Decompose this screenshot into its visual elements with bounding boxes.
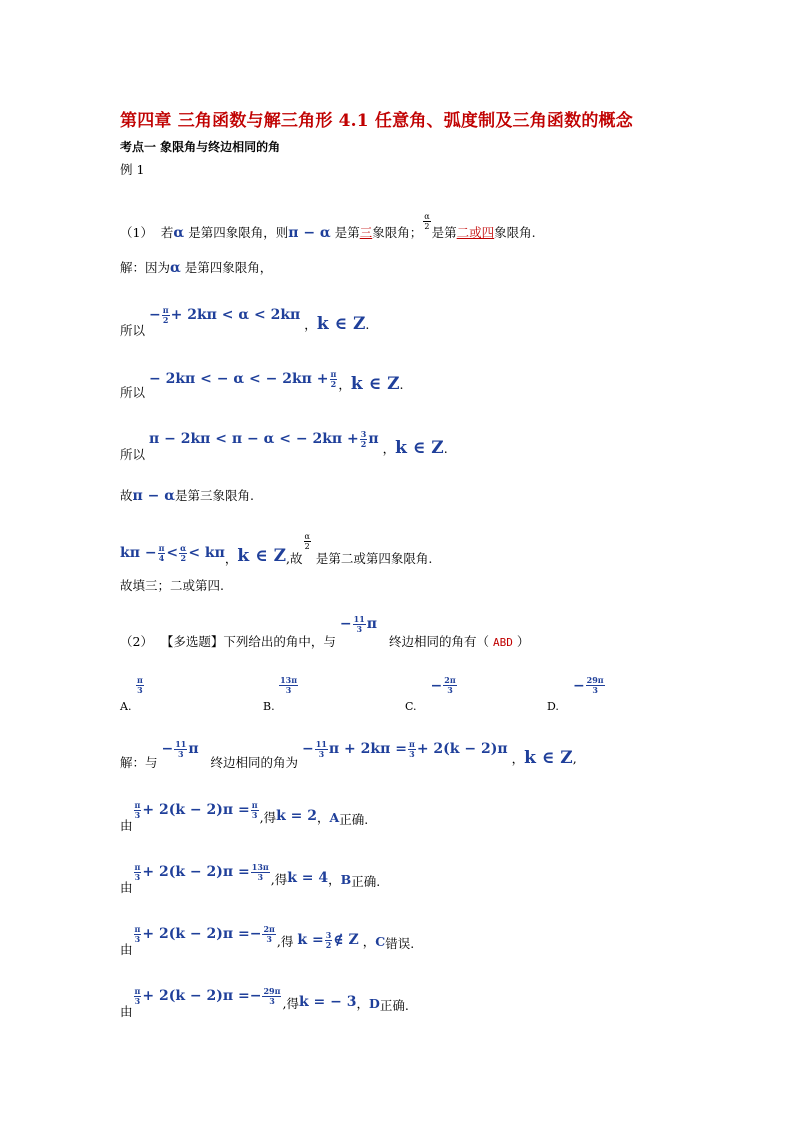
fraction-alpha-half: $\frac{\alpha}{2}$ (424, 212, 430, 231)
solution-1-lead: 解：因为α 是第四象限角， (120, 260, 273, 276)
solution-1-fill: 故填三；二或第四. (120, 578, 224, 593)
solution-1-line-4: 故π − α是第三象限角. (120, 488, 254, 504)
solution-2-lead: 解：与 − $\frac{11}{3}$ π 终边相同的角为 − $\frac{11}{3}$ π + 2kπ = $\frac{\pi}{3}$ + 2(k − 2)π ，k ∈ Z, (120, 738, 577, 770)
blank-answer-1: 三 (359, 225, 373, 240)
option-c[interactable]: C. − $\frac{2\pi}{3}$ (405, 675, 456, 713)
option-b[interactable]: B. $\frac{13\pi}{3}$ (263, 675, 298, 713)
answer-key: ABD (492, 636, 513, 649)
solution-2-row-d: 由 $\frac{\pi}{3}$ + 2(k − 2)π =− $\frac{29\pi}{3}$ ,得k = − 3，D正确. (120, 985, 409, 1019)
solution-2-row-b: 由 $\frac{\pi}{3}$ + 2(k − 2)π = $\frac{13\pi}{3}$ ,得k = 4，B正确. (120, 861, 381, 895)
example-label: 例 1 (120, 162, 145, 177)
option-a[interactable]: A. $\frac{\pi}{3}$ (120, 675, 143, 713)
section-heading: 考点一 象限角与终边相同的角 (120, 140, 281, 154)
question-1: （1） 若α 是第四象限角，则π − α 是第三象限角； $\frac{\alpha}{2}$ 是第二或四象限角. (120, 212, 536, 241)
solution-2-row-c: 由 $\frac{\pi}{3}$ + 2(k − 2)π =− $\frac{2\pi}{3}$ ,得 k = $\frac{3}{2}$ ∉ Z ，C错误. (120, 923, 415, 957)
page-title: 第四章 三角函数与解三角形 4.1 任意角、弧度制及三角函数的概念 (120, 111, 633, 131)
question-2: （2） 【多选题】下列给出的角中，与 − $\frac{11}{3}$ π 终边相同的角有（ ABD ） (120, 613, 530, 649)
solution-1-line-1: 所以 − $\frac{\pi}{2}$ + 2kπ < α < 2kπ ，k ∈ Z. (120, 304, 370, 338)
option-d[interactable]: D. − $\frac{29\pi}{3}$ (547, 675, 604, 713)
solution-1-line-5: kπ − $\frac{\pi}{4}$ < $\frac{\alpha}{2}$ < kπ，k ∈ Z,故 $\frac{\alpha}{2}$ 是第二或第四象限角. (120, 532, 433, 566)
solution-2-row-a: 由 $\frac{\pi}{3}$ + 2(k − 2)π = $\frac{\pi}{3}$ ,得k = 2，A正确. (120, 799, 369, 833)
blank-answer-2: 二或四 (456, 225, 495, 240)
solution-1-line-2: 所以 − 2kπ < − α < − 2kπ + $\frac{\pi}{2}$ ，k ∈ Z. (120, 368, 404, 400)
solution-1-line-3: 所以 π − 2kπ < π − α < − 2kπ + $\frac{3}{2}$ π ，k ∈ Z. (120, 428, 448, 462)
